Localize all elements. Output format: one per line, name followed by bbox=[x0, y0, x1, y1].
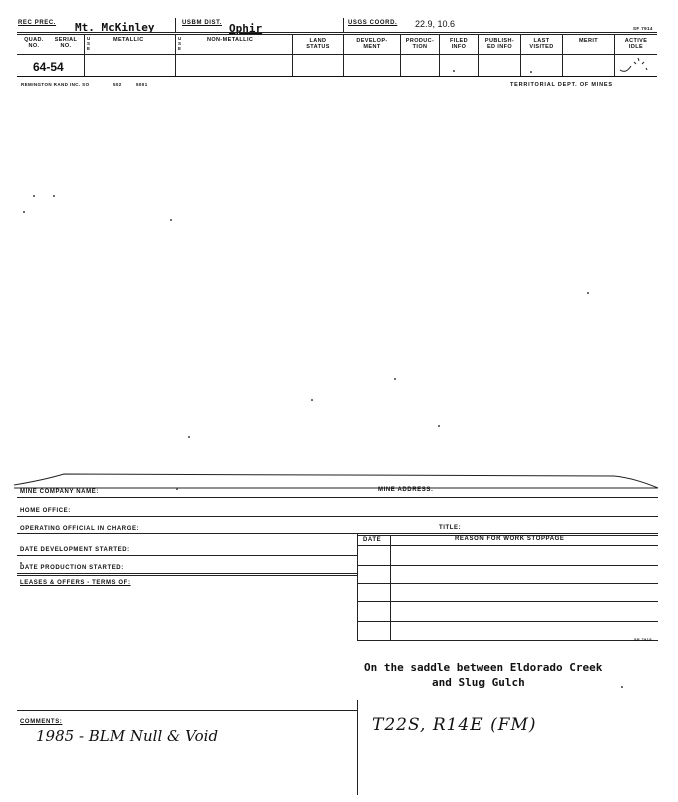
col-metallic-use-marker: U S E bbox=[87, 36, 91, 51]
operating-official-label: OPERATING OFFICIAL IN CHARGE: bbox=[20, 526, 140, 532]
form-number-top: SF 7914 bbox=[633, 26, 653, 31]
rec-prec-value: Mt. McKinley bbox=[75, 21, 155, 34]
leases-offers-label: LEASES & OFFERS - TERMS OF: bbox=[20, 580, 131, 586]
form-number-bottom: SF 7915 bbox=[634, 637, 652, 642]
usgs-coord-value: 22.9, 10.6 bbox=[415, 19, 456, 29]
printer-code-1: 502 bbox=[113, 82, 122, 87]
col-last-visited: LAST VISITED bbox=[529, 38, 554, 50]
comments-value: 1985 - BLM Null & Void bbox=[36, 727, 219, 745]
col-quad-no: QUAD. NO. bbox=[24, 37, 44, 49]
active-idle-mark bbox=[616, 52, 656, 76]
col-published-info: PUBLISH- ED INFO bbox=[484, 38, 515, 50]
col-nonmetallic-use-marker: U S E bbox=[178, 36, 182, 51]
col-production: PRODUC- TION bbox=[405, 38, 435, 50]
date-development-started-label: DATE DEVELOPMENT STARTED: bbox=[20, 547, 130, 553]
mine-address-label: MINE ADDRESS: bbox=[378, 487, 434, 493]
col-development: DEVELOP- MENT bbox=[356, 38, 388, 50]
title-label: TITLE: bbox=[439, 525, 462, 531]
col-land-status: LAND STATUS bbox=[306, 38, 330, 50]
reason-col-header: REASON FOR WORK STOPPAGE bbox=[455, 536, 565, 542]
printer-credit: REMINGTON RAND INC. SO bbox=[21, 82, 90, 87]
usgs-coord-label: USGS COORD. bbox=[348, 20, 398, 26]
col-merit: MERIT bbox=[578, 38, 599, 44]
department: TERRITORIAL DEPT. OF MINES bbox=[510, 82, 613, 88]
usbm-dist-value: Ophir bbox=[229, 22, 263, 35]
col-non-metallic: NON-METALLIC bbox=[207, 37, 254, 43]
home-office-label: HOME OFFICE: bbox=[20, 508, 71, 514]
location-note-line-2: and Slug Gulch bbox=[432, 676, 525, 689]
printer-code-2: 5001 bbox=[136, 82, 148, 87]
rec-prec-label: REC PREC. bbox=[18, 20, 57, 26]
col-metallic: METALLIC bbox=[113, 37, 144, 43]
card-top-edge bbox=[14, 470, 659, 490]
col-serial-no: SERIAL NO. bbox=[54, 37, 78, 49]
mine-company-name-label: MINE COMPANY NAME: bbox=[20, 489, 99, 495]
comments-label: COMMENTS: bbox=[20, 719, 63, 725]
usbm-dist-label: USBM DIST. bbox=[182, 20, 223, 26]
top-card bbox=[17, 8, 657, 92]
date-production-started-label: DATE PRODUCTION STARTED: bbox=[20, 565, 124, 571]
quad-serial-value: 64-54 bbox=[33, 60, 64, 74]
date-col-header: DATE bbox=[363, 537, 382, 543]
township-range-note: T22S, R14E (FM) bbox=[372, 715, 537, 735]
col-active-idle: ACTIVE IDLE bbox=[624, 38, 648, 50]
location-note-line-1: On the saddle between Eldorado Creek bbox=[364, 661, 603, 674]
col-filed-info: FILED INFO bbox=[450, 38, 468, 50]
